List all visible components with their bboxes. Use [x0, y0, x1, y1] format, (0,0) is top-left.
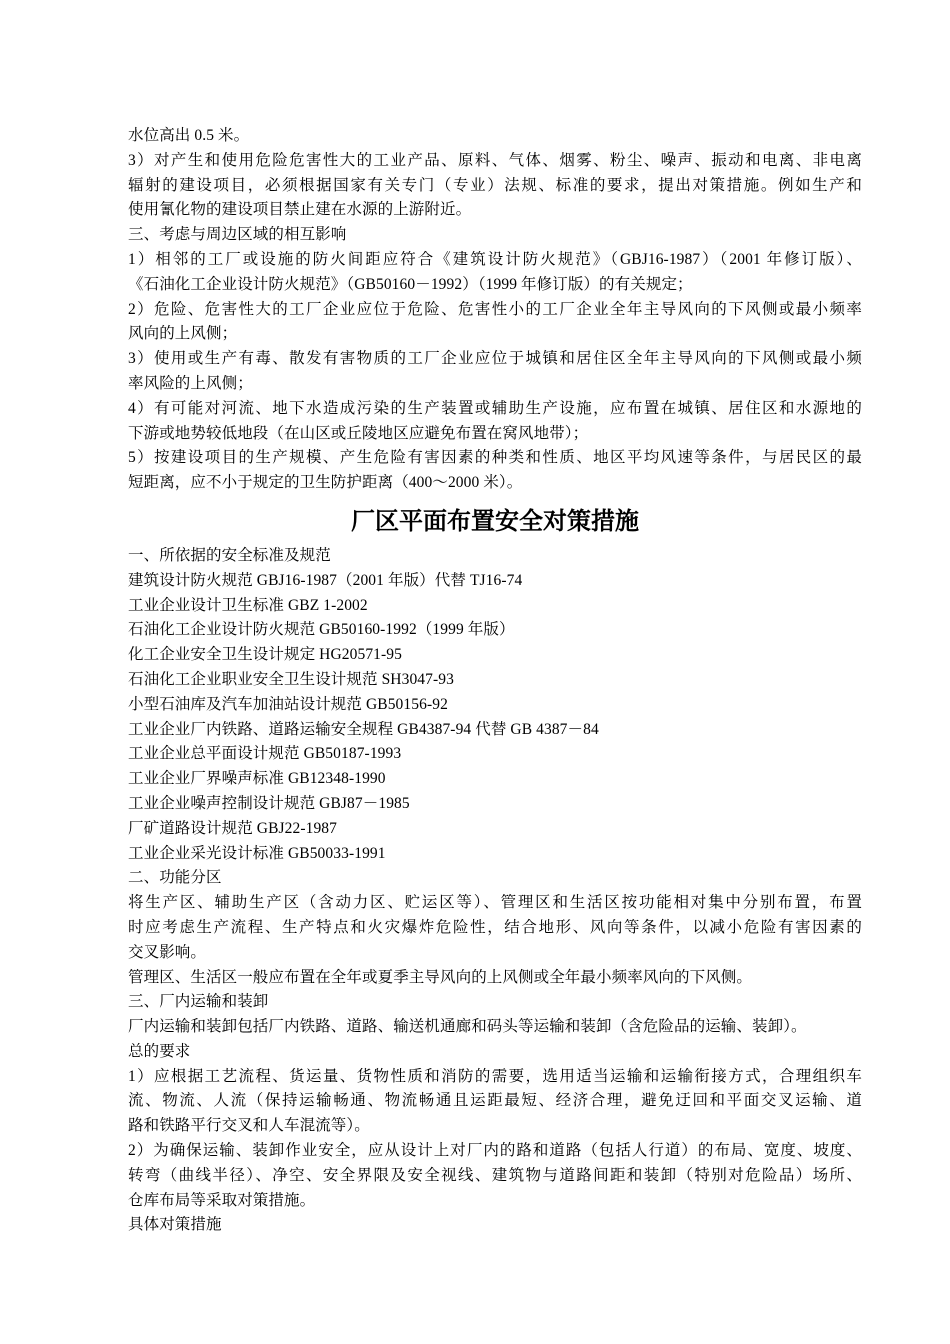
text-line: 3）对产生和使用危险危害性大的工业产品、原料、气体、烟雾、粉尘、噪声、振动和电离、非电离: [128, 151, 862, 169]
text-line: 下游或地势较低地段（在山区或丘陵地区应避免布置在窝风地带）；: [128, 424, 589, 442]
section-heading: 一、所依据的安全标准及规范: [128, 546, 331, 564]
subheading: 具体对策措施: [128, 1216, 222, 1234]
text-line: 1）相邻的工厂或设施的防火间距应符合《建筑设计防火规范》（GBJ16-1987）（2001 年修订版）、: [128, 250, 862, 268]
text-line: 风向的上风侧；: [128, 325, 238, 343]
text-line: 4）有可能对河流、地下水造成污染的生产装置或辅助生产设施，应布置在城镇、居住区和水源地的: [128, 399, 862, 417]
text-line: 水位高出 0.5 米。: [128, 127, 250, 144]
standard-item: 工业企业厂界噪声标准 GB12348-1990: [128, 770, 386, 788]
text-line: 2）为确保运输、装卸作业安全，应从设计上对厂内的路和道路（包括人行道）的布局、宽度、坡度、: [128, 1142, 862, 1160]
standard-item: 工业企业厂内铁路、道路运输安全规程 GB4387-94 代替 GB 4387－84: [128, 720, 599, 738]
text-line: 将生产区、辅助生产区（含动力区、贮运区等）、管理区和生活区按功能相对集中分别布置，布置: [128, 894, 862, 912]
text-line: 时应考虑生产流程、生产特点和火灾爆炸危险性，结合地形、风向等条件，以减小危险有害因素的: [128, 918, 862, 936]
standard-item: 石油化工企业职业安全卫生设计规范 SH3047-93: [128, 670, 454, 688]
section-top: [128, 124, 862, 496]
text-line: 率风险的上风侧；: [128, 374, 253, 392]
subheading: 总的要求: [128, 1042, 191, 1060]
section-heading: 三、考虑与周边区域的相互影响: [128, 226, 347, 244]
text-line: 3）使用或生产有毒、散发有害物质的工厂企业应位于城镇和居住区全年主导风向的下风侧或最小频: [128, 350, 862, 368]
document-body: [128, 124, 862, 1238]
text-line: 转弯（曲线半径）、净空、安全界限及安全视线、建筑物与道路间距和装卸（特别对危险品）场所、: [128, 1166, 862, 1184]
text-line: 辐射的建设项目，必须根据国家有关专门（专业）法规、标准的要求，提出对策措施。例如生产和: [128, 176, 862, 194]
text-line: 路和铁路平行交叉和人车混流等）。: [128, 1117, 370, 1135]
standard-item: 工业企业噪声控制设计规范 GBJ87－1985: [128, 794, 410, 812]
text-line: 1）应根据工艺流程、货运量、货物性质和消防的需要，选用适当运输和运输衔接方式，合理组织车: [128, 1067, 862, 1085]
standard-item: 建筑设计防火规范 GBJ16-1987（2001 年版）代替 TJ16-74: [128, 571, 523, 589]
text-line: 5）按建设项目的生产规模、产生危险有害因素的种类和性质、地区平均风速等条件，与居民区的最: [128, 449, 862, 467]
standard-item: 石油化工企业设计防火规范 GB50160-1992（1999 年版）: [128, 621, 515, 639]
standard-item: 工业企业采光设计标准 GB50033-1991: [128, 844, 386, 862]
text-line: 仓库布局等采取对策措施。: [128, 1191, 316, 1209]
standard-item: 化工企业安全卫生设计规定 HG20571-95: [128, 646, 402, 664]
text-line: 交叉影响。: [128, 943, 207, 961]
section-bottom: [128, 544, 862, 1238]
standard-item: 小型石油库及汽车加油站设计规范 GB50156-92: [128, 695, 448, 713]
text-line: 管理区、生活区一般应布置在全年或夏季主导风向的上风侧或全年最小频率风向的下风侧。: [128, 968, 753, 986]
text-line: 2）危险、危害性大的工厂企业应位于危险、危害性小的工厂企业全年主导风向的下风侧或最小频率: [128, 300, 862, 318]
section-heading: 二、功能分区: [128, 869, 222, 887]
text-line: 《石油化工企业设计防火规范》（GB50160－1992）（1999 年修订版）的有关规定；: [128, 275, 693, 293]
standard-item: 工业企业总平面设计规范 GB50187-1993: [128, 745, 402, 763]
document-title: 厂区平面布置安全对策措施: [351, 506, 639, 535]
standard-item: 厂矿道路设计规范 GBJ22-1987: [128, 819, 338, 837]
text-line: 短距离，应不小于规定的卫生防护距离（400～2000 米）。: [128, 474, 523, 492]
text-line: 使用氰化物的建设项目禁止建在水源的上游附近。: [128, 201, 472, 219]
section-heading: 三、厂内运输和装卸: [128, 993, 269, 1011]
standard-item: 工业企业设计卫生标准 GBZ 1-2002: [128, 596, 368, 614]
text-line: 流、物流、人流（保持运输畅通、物流畅通且运距最短、经济合理，避免迂回和平面交叉运输、道: [128, 1092, 862, 1110]
text-line: 厂内运输和装卸包括厂内铁路、道路、输送机通廊和码头等运输和装卸（含危险品的运输、装卸）。: [128, 1018, 807, 1036]
